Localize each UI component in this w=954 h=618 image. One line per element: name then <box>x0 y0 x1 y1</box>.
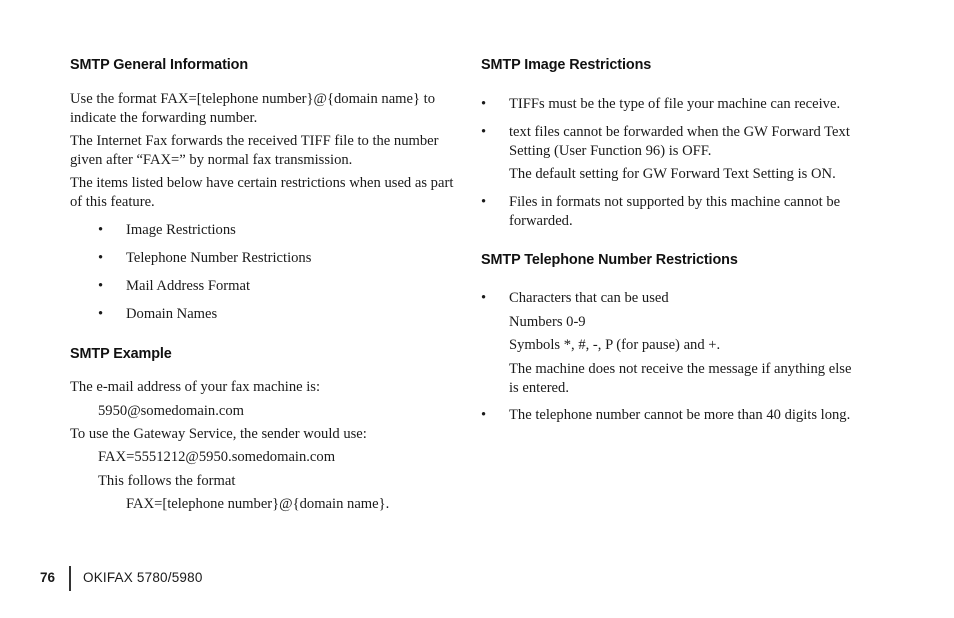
list-item-label: The telephone number cannot be more than 40 digits long. <box>509 407 851 423</box>
footer-divider <box>69 566 71 591</box>
smtp-image-heading: SMTP Image Restrictions <box>481 57 652 73</box>
bullet-icon: • <box>98 278 104 294</box>
list-item-label: TIFFs must be the type of file your machine can receive. <box>509 96 841 112</box>
general-para-3: The items listed below have certain restrictions when used as part of this feature. <box>70 175 454 210</box>
example-line-1: The e-mail address of your fax machine is: <box>70 379 321 395</box>
bullet-icon: • <box>481 194 487 210</box>
example-format: FAX=[telephone number}@{domain name}. <box>126 496 390 512</box>
list-item-label: Mail Address Format <box>126 278 251 294</box>
smtp-general-heading: SMTP General Information <box>70 57 249 73</box>
list-item <box>98 249 312 268</box>
telephone-note: The machine does not receive the message if anything else is entered. <box>509 361 852 396</box>
image-default-note: The default setting for GW Forward Text Setting is ON. <box>509 166 836 182</box>
bullet-icon: • <box>98 250 104 266</box>
list-item <box>481 193 871 231</box>
list-item <box>98 221 236 240</box>
list-item <box>481 95 871 114</box>
list-item <box>481 123 854 161</box>
telephone-symbols: Symbols *, #, -, P (for pause) and +. <box>509 337 721 353</box>
bullet-icon: • <box>481 124 487 140</box>
example-line-5: This follows the format <box>98 473 236 489</box>
telephone-numbers: Numbers 0-9 <box>509 314 586 330</box>
general-para-2: The Internet Fax forwards the received TIFF file to the number given after “FAX=” by normal fax transmission. <box>70 133 439 168</box>
list-item-label: text files cannot be forwarded when the GW Forward Text Setting (User Function 96) is OFF. <box>509 124 850 159</box>
list-item-label: Telephone Number Restrictions <box>126 250 312 266</box>
example-gateway-address: FAX=5551212@5950.somedomain.com <box>98 449 336 465</box>
list-item-label: Files in formats not supported by this machine cannot be forwarded. <box>509 194 841 229</box>
example-line-3: To use the Gateway Service, the sender would use: <box>70 426 367 442</box>
bullet-icon: • <box>481 290 487 306</box>
list-item-label: Domain Names <box>126 306 218 322</box>
example-email: 5950@somedomain.com <box>98 403 244 419</box>
footer-title: OKIFAX 5780/5980 <box>83 570 203 585</box>
bullet-icon: • <box>98 222 104 238</box>
bullet-icon: • <box>98 306 104 322</box>
list-item-label: Image Restrictions <box>126 222 236 238</box>
bullet-icon: • <box>481 96 487 112</box>
smtp-example-heading: SMTP Example <box>70 346 172 362</box>
list-item <box>481 406 854 425</box>
list-item <box>98 305 218 324</box>
bullet-icon: • <box>481 407 487 423</box>
page-number: 76 <box>40 570 56 585</box>
list-item-label: Characters that can be used <box>509 290 669 306</box>
general-para-1: Use the format FAX=[telephone number}@{domain name} to indicate the forwarding number. <box>70 91 436 126</box>
list-item <box>481 289 871 308</box>
list-item <box>98 277 251 296</box>
smtp-telephone-heading: SMTP Telephone Number Restrictions <box>481 252 738 268</box>
